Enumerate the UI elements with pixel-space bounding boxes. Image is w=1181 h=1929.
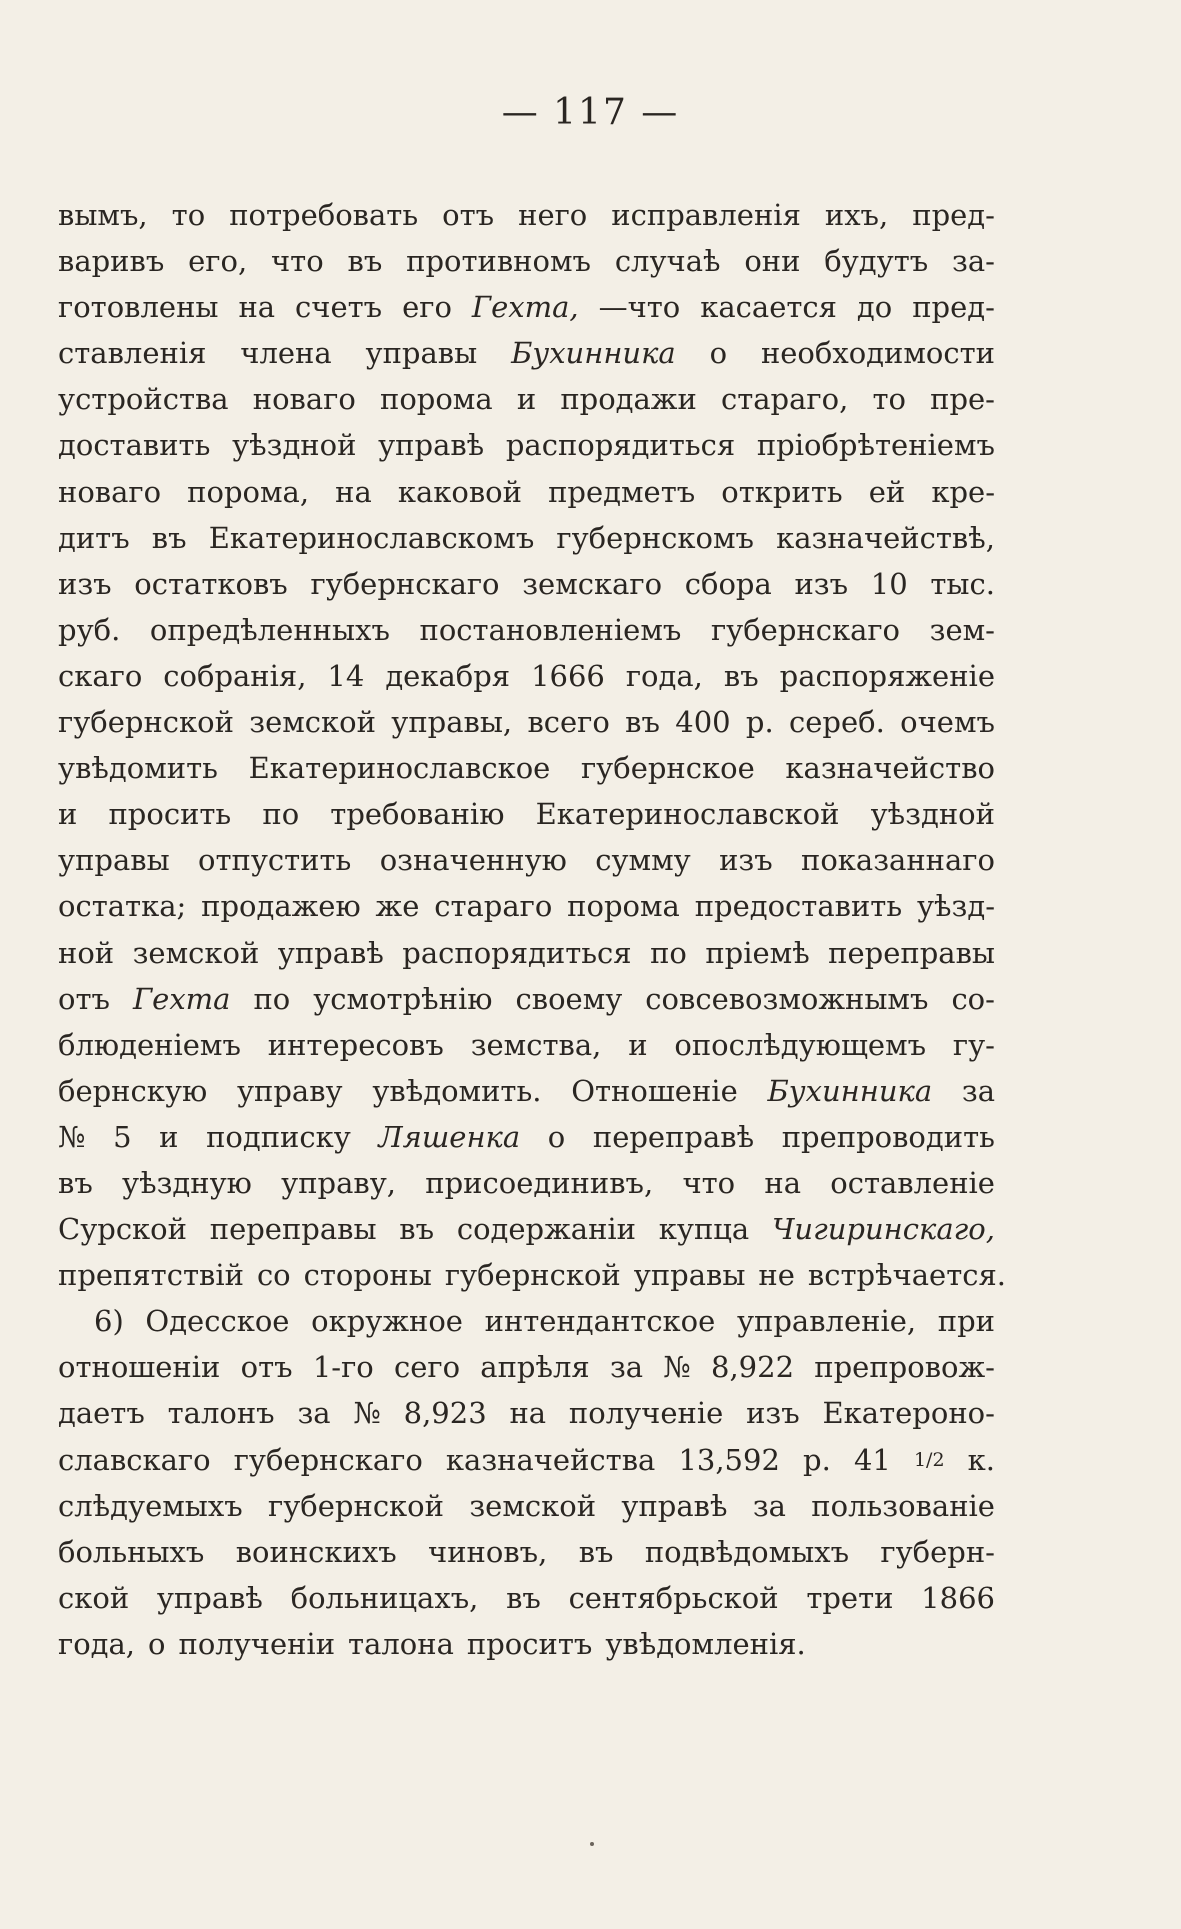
word: въ	[625, 705, 660, 740]
word: распорядиться	[402, 935, 632, 970]
word: порома	[379, 382, 493, 417]
word: требованію	[330, 797, 505, 832]
word: 400	[675, 705, 731, 740]
word: стараго	[434, 889, 553, 924]
word: окружное	[311, 1304, 463, 1339]
word: въ	[58, 1165, 93, 1200]
word: совсевозможнымъ	[645, 981, 929, 1016]
word: управѣ	[156, 1580, 263, 1615]
word: потребовать	[229, 198, 419, 232]
word: управѣ	[378, 428, 485, 463]
word: управѣ	[621, 1488, 728, 1523]
word: управу,	[281, 1165, 397, 1200]
word: по	[262, 797, 300, 832]
word: новаго	[252, 382, 356, 417]
word: Одесское	[145, 1304, 290, 1339]
word: и	[516, 382, 537, 417]
word: распоряженіе	[779, 658, 995, 693]
text-line	[58, 1068, 995, 1114]
word: изъ	[746, 1396, 800, 1431]
text-line	[58, 1344, 995, 1390]
word: остатковъ	[134, 566, 288, 601]
text-line	[58, 238, 995, 284]
word: губернскаго	[310, 566, 500, 601]
word: него	[518, 198, 588, 232]
word: варивъ	[58, 244, 165, 279]
word: №	[58, 1119, 86, 1154]
word: гу-	[952, 1027, 995, 1062]
word: Екатеринославской	[535, 797, 840, 832]
word: за	[609, 1350, 644, 1385]
word: остатка;	[58, 889, 187, 924]
word: пріобрѣтеніемъ	[756, 428, 995, 463]
word: интересовъ	[267, 1027, 444, 1062]
word: что	[682, 1165, 736, 1200]
body-text	[58, 192, 1007, 1667]
word: своему	[515, 981, 623, 1016]
text-line	[58, 376, 995, 422]
word: по	[253, 981, 291, 1016]
word: казначействѣ,	[776, 520, 995, 555]
word: они	[744, 244, 801, 279]
word: въ	[347, 244, 383, 279]
word: —что	[598, 290, 681, 325]
text-line	[58, 1298, 995, 1344]
word: означенную	[379, 843, 567, 878]
word: 5	[113, 1119, 132, 1154]
italic-word: Бухинника	[511, 336, 676, 371]
word: его,	[188, 244, 248, 279]
word: №	[663, 1350, 691, 1385]
word: губерн-	[880, 1534, 995, 1569]
word: содержаніи	[456, 1212, 637, 1247]
word: уѣзд-	[916, 889, 995, 924]
word: порома	[567, 889, 680, 924]
word: счетъ	[295, 290, 383, 325]
word: губернское	[580, 751, 755, 786]
word: Сурской	[58, 1212, 187, 1247]
word: слѣдуемыхъ	[58, 1488, 243, 1523]
word: касается	[700, 290, 837, 325]
word: отъ	[240, 1350, 293, 1385]
word: стороны	[303, 1258, 432, 1293]
text-line	[58, 791, 995, 837]
word: не	[758, 1258, 795, 1293]
word: пріемѣ	[705, 935, 810, 970]
word: переправы	[828, 935, 995, 970]
italic-word: Чигиринскаго,	[771, 1212, 995, 1247]
paper-speck	[590, 1842, 594, 1846]
word: вымъ,	[58, 198, 148, 232]
word: 1866	[921, 1580, 995, 1615]
word: будутъ	[824, 244, 929, 279]
word: губернской	[444, 1258, 621, 1293]
word: въ	[723, 658, 759, 693]
word: подвѣдомыхъ	[644, 1534, 850, 1569]
word: блюденіемъ	[58, 1027, 241, 1062]
word: то	[872, 382, 906, 417]
word: очемъ	[900, 705, 995, 740]
word: управленіе,	[736, 1304, 917, 1339]
word: пользованіе	[811, 1488, 995, 1523]
word: бернскую	[58, 1073, 208, 1108]
text-line	[58, 1437, 995, 1483]
text-line	[58, 1252, 1007, 1298]
word: случаѣ	[614, 244, 721, 279]
word: земскаго	[522, 566, 663, 601]
word: 8,923	[403, 1396, 487, 1431]
word: переправы	[209, 1212, 377, 1247]
word: переправѣ	[592, 1119, 755, 1154]
word: Екатероно-	[822, 1396, 995, 1431]
word: управу	[236, 1073, 343, 1108]
text-line	[58, 1114, 995, 1160]
word: казначейства	[445, 1442, 656, 1477]
word: 8,922	[711, 1350, 795, 1385]
text-line	[58, 976, 995, 1022]
word: губернскаго	[233, 1442, 423, 1477]
word: препятствій	[58, 1258, 244, 1293]
text-line	[58, 192, 995, 238]
word: что	[271, 244, 324, 279]
text-line	[58, 883, 995, 929]
word: въ	[151, 520, 187, 555]
word: готовлены	[58, 290, 219, 325]
word: к.	[967, 1442, 995, 1477]
word: апрѣля	[480, 1350, 590, 1385]
word: на	[764, 1165, 801, 1200]
text-line	[58, 561, 995, 607]
word: ставленія	[58, 336, 207, 371]
word: со	[256, 1258, 291, 1293]
word: Екатеринославское	[248, 751, 551, 786]
word: о	[547, 1119, 566, 1154]
word: увѣдомить	[58, 751, 218, 786]
text-line	[58, 1529, 995, 1575]
text-line	[58, 1206, 995, 1252]
word: же	[375, 889, 420, 924]
text-line	[58, 469, 995, 515]
word: за-	[952, 244, 995, 279]
word: постановленіемъ	[419, 612, 682, 647]
word: изъ	[58, 566, 112, 601]
text-line	[58, 1575, 995, 1621]
word: собранія,	[163, 658, 307, 693]
word: казначейство	[785, 751, 995, 786]
word: сумму	[595, 843, 691, 878]
word: до	[856, 290, 893, 325]
word: члена	[240, 336, 332, 371]
word: оставленіе	[830, 1165, 995, 1200]
word: доставить	[58, 428, 211, 463]
word: ной	[58, 935, 115, 970]
text-line	[58, 422, 995, 468]
word: земской	[132, 935, 260, 970]
word: земской	[469, 1488, 597, 1523]
fraction: 1/2	[913, 1448, 945, 1471]
word: распорядиться	[505, 428, 736, 463]
word: талона	[348, 1626, 454, 1661]
word: стараго,	[720, 382, 849, 417]
word: каковой	[397, 474, 522, 509]
italic-word: Гехта,	[471, 290, 579, 325]
word: показаннаго	[801, 843, 995, 878]
word: всего	[527, 705, 610, 740]
word: на	[335, 474, 372, 509]
word: интендантское	[484, 1304, 716, 1339]
word: губернскомъ	[556, 520, 754, 555]
word: 14	[327, 658, 365, 693]
word: на	[238, 290, 276, 325]
word: управы	[58, 843, 170, 878]
word: талонъ	[167, 1396, 275, 1431]
word: даетъ	[58, 1396, 145, 1431]
word: противномъ	[406, 244, 591, 279]
word: за	[752, 1488, 786, 1523]
word: отъ	[58, 981, 110, 1016]
word: въ	[506, 1580, 541, 1615]
text-line	[58, 515, 995, 561]
text-line	[58, 1483, 995, 1529]
italic-word: Бухинника	[767, 1073, 933, 1108]
word: увѣдомить.	[372, 1073, 542, 1108]
word: изъ	[794, 566, 849, 601]
word: тыс.	[930, 566, 995, 601]
text-line	[58, 653, 995, 699]
word: опредѣленныхъ	[149, 612, 390, 647]
text-line	[58, 1390, 995, 1436]
word: уѣздной	[232, 428, 357, 463]
text-line	[58, 607, 995, 653]
word: декабря	[385, 658, 511, 693]
word: необходимости	[760, 336, 995, 371]
word: воинскихъ	[235, 1534, 397, 1569]
word: 10	[870, 566, 908, 601]
word: о	[148, 1626, 166, 1661]
word: устройства	[58, 382, 229, 417]
word: усмотрѣнію	[313, 981, 493, 1016]
word: встрѣчается.	[807, 1258, 1007, 1293]
text-line	[58, 745, 995, 791]
word: порома,	[187, 474, 310, 509]
word: сбора	[684, 566, 772, 601]
word: управѣ	[277, 935, 384, 970]
word: полученіи	[178, 1626, 336, 1661]
word: продажи	[560, 382, 697, 417]
word: изъ	[719, 843, 773, 878]
word: кре-	[931, 474, 995, 509]
word: ихъ,	[824, 198, 889, 232]
word: уѣздную	[122, 1165, 252, 1200]
word: скаго	[58, 658, 143, 693]
word: сего	[393, 1350, 461, 1385]
word: въ	[578, 1534, 614, 1569]
word: при	[937, 1304, 995, 1339]
word: р.	[745, 705, 774, 740]
word: его	[402, 290, 452, 325]
text-line	[58, 930, 995, 976]
word: 6)	[94, 1304, 124, 1339]
text-line	[58, 1022, 995, 1068]
word: проситъ	[466, 1626, 593, 1661]
word: уѣздной	[870, 797, 995, 832]
word: пред-	[912, 290, 995, 325]
word: Отношеніе	[571, 1073, 738, 1108]
word: продажею	[201, 889, 361, 924]
word: и	[58, 797, 78, 832]
word: опослѣдующемъ	[674, 1027, 927, 1062]
text-line	[58, 699, 995, 745]
word: зем-	[929, 612, 995, 647]
word: сереб.	[789, 705, 885, 740]
word: то	[171, 198, 206, 232]
word: препроводить	[781, 1119, 995, 1154]
word: просить	[108, 797, 232, 832]
word: отношеніи	[58, 1350, 221, 1385]
word: пре-	[930, 382, 995, 417]
word: №	[353, 1396, 381, 1431]
text-line	[58, 1621, 995, 1667]
word: отпустить	[198, 843, 352, 878]
word: 13,592	[678, 1442, 780, 1477]
text-line	[58, 284, 995, 330]
word: купца	[658, 1212, 750, 1247]
word: предметъ	[548, 474, 696, 509]
word: ской	[58, 1580, 130, 1615]
word: Екатеринославскомъ	[208, 520, 535, 555]
word: управы	[365, 336, 478, 371]
word: открить	[721, 474, 843, 509]
word: года,	[625, 658, 703, 693]
word: въ	[399, 1212, 435, 1247]
word: земской	[249, 705, 376, 740]
word: препровож-	[814, 1350, 995, 1385]
word: о	[709, 336, 728, 371]
word: отъ	[442, 198, 495, 232]
word: увѣдомленія.	[605, 1626, 806, 1661]
word: пред-	[912, 198, 995, 232]
word: и	[628, 1027, 648, 1062]
word: за	[961, 1073, 995, 1108]
word: сентябрьской	[568, 1580, 779, 1615]
word: славскаго	[58, 1442, 211, 1477]
word: руб.	[58, 612, 121, 647]
word: исправленія	[611, 198, 801, 232]
italic-word: Гехта	[132, 981, 231, 1016]
word: больницахъ,	[290, 1580, 479, 1615]
word: губернской	[268, 1488, 444, 1523]
word: за	[297, 1396, 331, 1431]
word: полученіе	[568, 1396, 724, 1431]
word: предоставить	[694, 889, 903, 924]
word: губернской	[58, 705, 234, 740]
word: больныхъ	[58, 1534, 205, 1569]
word: присоединивъ,	[425, 1165, 654, 1200]
word: управы,	[391, 705, 513, 740]
word: дитъ	[58, 520, 130, 555]
text-line	[58, 837, 995, 883]
word: и	[159, 1119, 179, 1154]
word: земства,	[470, 1027, 602, 1062]
word: со-	[951, 981, 995, 1016]
text-line	[58, 1160, 995, 1206]
word: ей	[868, 474, 906, 509]
italic-word: Ляшенка	[378, 1119, 521, 1154]
word: губернскаго	[710, 612, 901, 647]
word: 1-го	[312, 1350, 374, 1385]
word: 41	[853, 1442, 891, 1477]
word: новаго	[58, 474, 162, 509]
page-number: — 117 —	[501, 92, 680, 133]
word: подписку	[206, 1119, 351, 1154]
word: р.	[803, 1442, 831, 1477]
text-line	[58, 330, 995, 376]
word: 1666	[531, 658, 605, 693]
word: года,	[58, 1626, 136, 1661]
word: чиновъ,	[428, 1534, 548, 1569]
word: управы	[633, 1258, 746, 1293]
word: трети	[806, 1580, 894, 1615]
word: по	[650, 935, 687, 970]
word: на	[509, 1396, 547, 1431]
